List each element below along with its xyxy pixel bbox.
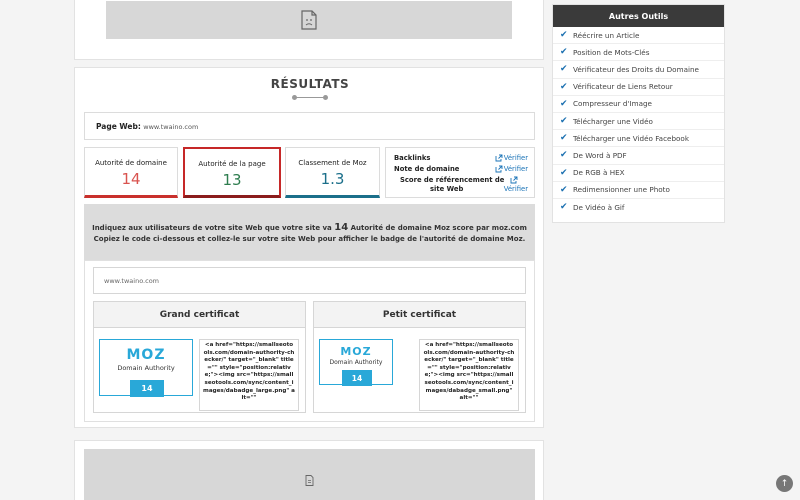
sidebar-item[interactable] — [553, 79, 724, 96]
sidebar-item-label: De Vidéo à Gif — [573, 202, 625, 212]
ad-placeholder — [106, 1, 512, 39]
badge-score: 14 — [130, 380, 164, 397]
top-ad-card — [74, 0, 544, 60]
large-badge-code[interactable]: <a href="https://smallseotools.com/domain-authority-checker/" target="_blank" title="" style="position:relative;"><img src="https://smallseotools.com/sync/content_images/dabadge_large.png" alt="" — [199, 339, 299, 411]
metric-value: 1.3 — [320, 170, 345, 188]
checkmark-icon: ✔ — [560, 167, 568, 178]
metric-value: 13 — [222, 171, 242, 189]
metric-label: Autorité de la page — [198, 160, 266, 168]
sidebar-item-label: Réécrire un Article — [573, 30, 640, 40]
arrow-up-icon: ↑ — [780, 478, 789, 489]
sidebar-item[interactable] — [553, 113, 724, 130]
checkmark-icon: ✔ — [560, 202, 568, 213]
external-link-icon — [495, 165, 503, 173]
sidebar-item[interactable] — [553, 165, 724, 182]
title-divider — [292, 95, 328, 101]
scroll-to-top-button[interactable] — [776, 475, 793, 492]
page-authority-metric — [183, 147, 281, 198]
checkmark-icon: ✔ — [560, 116, 568, 127]
moz-logo: MOZ — [340, 345, 372, 358]
moz-logo: MOZ — [126, 347, 166, 363]
checkmark-icon: ✔ — [560, 150, 568, 161]
sidebar-item[interactable] — [553, 44, 724, 61]
small-badge-code[interactable]: <a href="https://smallseotools.com/domain-authority-checker/" target="_blank" title="" style="position:relative;"><img src="https://smallseotools.com/sync/content_images/dabadge_small.png" alt="" — [419, 339, 519, 411]
page-web-url: www.twaino.com — [143, 123, 199, 131]
checkmark-icon: ✔ — [560, 81, 568, 92]
small-moz-badge[interactable] — [319, 339, 393, 385]
ad-placeholder — [84, 449, 535, 500]
sidebar-item[interactable] — [553, 27, 724, 44]
sidebar-item[interactable] — [553, 61, 724, 78]
url-input[interactable]: www.twaino.com — [93, 267, 526, 294]
sidebar-item[interactable] — [553, 199, 724, 216]
sidebar-item[interactable] — [553, 147, 724, 164]
external-link-icon — [510, 176, 518, 184]
sidebar-item-label: Redimensionner une Photo — [573, 185, 670, 195]
badge-message: Indiquez aux utilisateurs de votre site Web que votre site va 14 Autorité de domaine Moz score par moz.com Copiez le code ci-dessous et collez-le sur votre site Web pour afficher le badge de l'autorité de domaine Moz. — [84, 204, 535, 260]
sidebar-item-label: Vérificateur des Droits du Domaine — [573, 64, 699, 74]
sidebar-item[interactable] — [553, 182, 724, 199]
domain-authority-metric — [84, 147, 178, 198]
sidebar-item-label: Compresseur d'Image — [573, 99, 652, 109]
verify-note-link[interactable]: Vérifier — [495, 165, 528, 173]
metric-value: 14 — [121, 170, 141, 188]
checks-panel — [385, 147, 535, 198]
checkmark-icon: ✔ — [560, 64, 568, 75]
checkmark-icon: ✔ — [560, 30, 568, 41]
small-cert-title: Petit certificat — [314, 302, 525, 328]
page-web-row — [84, 112, 535, 140]
backlinks-label: Backlinks — [394, 154, 431, 162]
sidebar-item-label: Télécharger une Vidéo Facebook — [573, 133, 689, 143]
seo-score-label-2: site Web — [430, 185, 464, 193]
checkmark-icon: ✔ — [560, 98, 568, 109]
checkmark-icon: ✔ — [560, 133, 568, 144]
sidebar-item-label: Télécharger une Vidéo — [573, 116, 653, 126]
results-card — [74, 67, 544, 428]
large-certificate — [93, 301, 306, 413]
results-title: RÉSULTATS — [270, 77, 350, 91]
other-tools-sidebar — [552, 4, 725, 223]
badge-section — [84, 204, 535, 422]
verify-backlinks-link[interactable]: Vérifier — [495, 154, 528, 162]
small-certificate — [313, 301, 526, 413]
bottom-ad-card — [74, 440, 544, 500]
moz-rank-metric — [285, 147, 380, 198]
main-column — [74, 0, 544, 500]
document-icon — [305, 475, 314, 486]
domain-authority-label: Domain Authority — [117, 364, 175, 372]
large-cert-title: Grand certificat — [94, 302, 305, 328]
external-link-icon — [495, 154, 503, 162]
domain-note-label: Note de domaine — [394, 165, 460, 173]
seo-score-label: Score de référencement de — [400, 176, 505, 184]
metric-label: Classement de Moz — [298, 159, 367, 167]
domain-authority-label: Domain Authority — [329, 359, 383, 366]
sidebar-item-label: Vérificateur de Liens Retour — [573, 82, 673, 92]
badge-area — [84, 260, 535, 422]
sidebar-item-label: Position de Mots-Clés — [573, 47, 650, 57]
broken-image-icon — [300, 10, 318, 30]
sidebar-list — [553, 27, 724, 216]
checkmark-icon: ✔ — [560, 184, 568, 195]
verify-score-link[interactable]: Vérifier — [503, 185, 528, 193]
page-web-label: Page Web: — [96, 122, 141, 131]
checkmark-icon: ✔ — [560, 47, 568, 58]
large-moz-badge[interactable] — [99, 339, 193, 396]
metric-label: Autorité de domaine — [95, 159, 167, 167]
sidebar-item[interactable] — [553, 96, 724, 113]
sidebar-title: Autres Outils — [553, 5, 724, 27]
badge-score: 14 — [342, 370, 372, 386]
sidebar-item[interactable] — [553, 130, 724, 147]
sidebar-item-label: De Word à PDF — [573, 150, 627, 160]
sidebar-item-label: De RGB à HEX — [573, 168, 625, 178]
